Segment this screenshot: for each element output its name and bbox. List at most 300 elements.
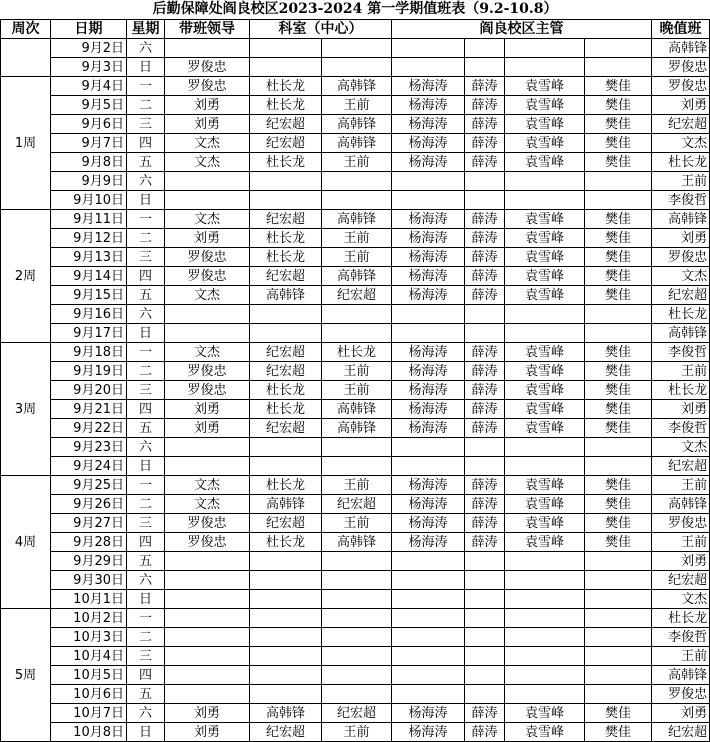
campus-cell xyxy=(585,457,652,476)
campus-cell: 杨海涛 xyxy=(392,381,465,400)
campus-cell xyxy=(392,571,465,590)
campus-cell: 樊佳 xyxy=(585,77,652,96)
table-row xyxy=(1,96,710,115)
leader-cell: 罗俊忠 xyxy=(165,533,250,552)
weekday-cell: 二 xyxy=(127,362,165,381)
campus-cell: 薛涛 xyxy=(465,248,505,267)
campus-cell: 樊佳 xyxy=(585,533,652,552)
campus-cell: 薛涛 xyxy=(465,115,505,134)
weekday-cell: 六 xyxy=(127,172,165,191)
weekday-cell: 三 xyxy=(127,115,165,134)
campus-cell: 樊佳 xyxy=(585,381,652,400)
campus-cell: 樊佳 xyxy=(585,704,652,723)
dept-cell xyxy=(250,39,322,58)
leader-cell: 刘勇 xyxy=(165,96,250,115)
campus-cell: 袁雪峰 xyxy=(505,134,585,153)
date-cell: 9月4日 xyxy=(51,77,127,96)
dept-cell: 杜长龙 xyxy=(250,476,322,495)
campus-cell xyxy=(505,39,585,58)
table-row xyxy=(1,267,710,286)
campus-cell: 袁雪峰 xyxy=(505,343,585,362)
table-row xyxy=(1,400,710,419)
table-row xyxy=(1,552,710,571)
campus-cell: 薛涛 xyxy=(465,267,505,286)
leader-cell xyxy=(165,609,250,628)
table-row xyxy=(1,685,710,704)
campus-cell xyxy=(392,191,465,210)
night-cell: 罗俊忠 xyxy=(652,58,710,77)
date-cell: 10月8日 xyxy=(51,723,127,742)
dept-cell xyxy=(250,590,322,609)
dept-cell xyxy=(322,191,392,210)
weekday-cell: 日 xyxy=(127,723,165,742)
week-label: 5周 xyxy=(1,609,51,742)
campus-cell: 薛涛 xyxy=(465,514,505,533)
campus-cell xyxy=(465,609,505,628)
leader-cell: 罗俊忠 xyxy=(165,381,250,400)
dept-cell: 高韩锋 xyxy=(250,704,322,723)
date-cell: 9月13日 xyxy=(51,248,127,267)
dept-cell xyxy=(322,324,392,343)
dept-cell: 王前 xyxy=(322,153,392,172)
weekday-cell: 五 xyxy=(127,286,165,305)
campus-cell xyxy=(465,39,505,58)
table-row xyxy=(1,248,710,267)
dept-cell: 纪宏超 xyxy=(250,134,322,153)
night-cell: 罗俊忠 xyxy=(652,77,710,96)
date-cell: 9月15日 xyxy=(51,286,127,305)
night-cell: 李俊哲 xyxy=(652,191,710,210)
leader-cell xyxy=(165,666,250,685)
weekday-cell: 一 xyxy=(127,77,165,96)
campus-cell xyxy=(585,58,652,77)
campus-cell: 杨海涛 xyxy=(392,248,465,267)
dept-cell xyxy=(250,191,322,210)
campus-cell xyxy=(465,305,505,324)
leader-cell xyxy=(165,305,250,324)
dept-cell: 杜长龙 xyxy=(250,533,322,552)
campus-cell: 薛涛 xyxy=(465,495,505,514)
campus-cell: 薛涛 xyxy=(465,704,505,723)
campus-cell xyxy=(392,438,465,457)
campus-cell xyxy=(392,305,465,324)
date-cell: 9月11日 xyxy=(51,210,127,229)
campus-cell: 杨海涛 xyxy=(392,77,465,96)
campus-cell xyxy=(505,609,585,628)
date-cell: 9月21日 xyxy=(51,400,127,419)
night-cell: 王前 xyxy=(652,533,710,552)
campus-cell: 杨海涛 xyxy=(392,723,465,742)
dept-cell xyxy=(322,666,392,685)
weekday-cell: 三 xyxy=(127,381,165,400)
leader-cell xyxy=(165,571,250,590)
night-cell: 纪宏超 xyxy=(652,723,710,742)
campus-cell xyxy=(505,552,585,571)
campus-cell: 杨海涛 xyxy=(392,362,465,381)
campus-cell xyxy=(465,647,505,666)
campus-cell xyxy=(585,324,652,343)
weekday-cell: 四 xyxy=(127,134,165,153)
dept-cell: 杜长龙 xyxy=(250,248,322,267)
campus-cell xyxy=(585,590,652,609)
night-cell: 文杰 xyxy=(652,267,710,286)
weekday-cell: 六 xyxy=(127,39,165,58)
table-row xyxy=(1,571,710,590)
campus-cell: 薛涛 xyxy=(465,362,505,381)
campus-cell xyxy=(465,172,505,191)
date-cell: 9月22日 xyxy=(51,419,127,438)
weekday-cell: 四 xyxy=(127,400,165,419)
dept-cell: 杜长龙 xyxy=(322,343,392,362)
date-cell: 9月23日 xyxy=(51,438,127,457)
dept-cell: 高韩锋 xyxy=(322,115,392,134)
campus-cell: 薛涛 xyxy=(465,229,505,248)
campus-cell: 杨海涛 xyxy=(392,210,465,229)
weekday-cell: 三 xyxy=(127,647,165,666)
campus-cell xyxy=(392,666,465,685)
campus-cell xyxy=(505,191,585,210)
night-cell: 文杰 xyxy=(652,438,710,457)
night-cell: 李俊哲 xyxy=(652,628,710,647)
campus-cell xyxy=(465,628,505,647)
dept-cell xyxy=(250,457,322,476)
campus-cell xyxy=(465,571,505,590)
campus-cell xyxy=(505,590,585,609)
weekday-cell: 五 xyxy=(127,552,165,571)
header-dept: 科室（中心） xyxy=(250,20,392,39)
night-cell: 刘勇 xyxy=(652,704,710,723)
campus-cell: 薛涛 xyxy=(465,134,505,153)
dept-cell xyxy=(322,457,392,476)
campus-cell: 袁雪峰 xyxy=(505,267,585,286)
table-row xyxy=(1,305,710,324)
leader-cell: 罗俊忠 xyxy=(165,267,250,286)
weekday-cell: 四 xyxy=(127,666,165,685)
campus-cell xyxy=(585,685,652,704)
dept-cell xyxy=(322,172,392,191)
week-label: 4周 xyxy=(1,476,51,609)
campus-cell xyxy=(465,685,505,704)
campus-cell: 樊佳 xyxy=(585,514,652,533)
weekday-cell: 三 xyxy=(127,514,165,533)
dept-cell: 王前 xyxy=(322,229,392,248)
dept-cell xyxy=(250,609,322,628)
dept-cell: 高韩锋 xyxy=(322,210,392,229)
header-row xyxy=(1,20,710,39)
night-cell: 李俊哲 xyxy=(652,343,710,362)
dept-cell: 杜长龙 xyxy=(250,229,322,248)
date-cell: 9月29日 xyxy=(51,552,127,571)
night-cell: 杜长龙 xyxy=(652,609,710,628)
campus-cell xyxy=(505,666,585,685)
weekday-cell: 一 xyxy=(127,609,165,628)
weekday-cell: 二 xyxy=(127,96,165,115)
leader-cell: 文杰 xyxy=(165,210,250,229)
campus-cell xyxy=(392,685,465,704)
dept-cell xyxy=(322,647,392,666)
campus-cell xyxy=(465,324,505,343)
night-cell: 王前 xyxy=(652,362,710,381)
dept-cell: 高韩锋 xyxy=(322,419,392,438)
table-row xyxy=(1,229,710,248)
campus-cell: 薛涛 xyxy=(465,343,505,362)
leader-cell: 文杰 xyxy=(165,153,250,172)
weekday-cell: 一 xyxy=(127,210,165,229)
table-row xyxy=(1,495,710,514)
header-weekday: 星期 xyxy=(127,20,165,39)
campus-cell: 袁雪峰 xyxy=(505,419,585,438)
date-cell: 9月10日 xyxy=(51,191,127,210)
dept-cell: 杜长龙 xyxy=(250,77,322,96)
campus-cell: 袁雪峰 xyxy=(505,362,585,381)
campus-cell: 袁雪峰 xyxy=(505,704,585,723)
leader-cell xyxy=(165,590,250,609)
campus-cell: 樊佳 xyxy=(585,248,652,267)
table-row xyxy=(1,533,710,552)
campus-cell: 杨海涛 xyxy=(392,134,465,153)
dept-cell xyxy=(250,571,322,590)
campus-cell: 杨海涛 xyxy=(392,419,465,438)
week-label: 2周 xyxy=(1,210,51,343)
campus-cell xyxy=(465,666,505,685)
leader-cell xyxy=(165,552,250,571)
night-cell: 纪宏超 xyxy=(652,457,710,476)
campus-cell xyxy=(392,39,465,58)
dept-cell xyxy=(322,628,392,647)
campus-cell xyxy=(585,666,652,685)
table-row xyxy=(1,457,710,476)
date-cell: 9月8日 xyxy=(51,153,127,172)
dept-cell: 纪宏超 xyxy=(250,362,322,381)
table-row xyxy=(1,476,710,495)
dept-cell xyxy=(250,172,322,191)
campus-cell: 薛涛 xyxy=(465,210,505,229)
leader-cell: 文杰 xyxy=(165,286,250,305)
weekday-cell: 日 xyxy=(127,590,165,609)
campus-cell xyxy=(585,552,652,571)
campus-cell xyxy=(465,58,505,77)
dept-cell: 王前 xyxy=(322,514,392,533)
dept-cell: 高韩锋 xyxy=(322,267,392,286)
weekday-cell: 五 xyxy=(127,685,165,704)
campus-cell xyxy=(392,628,465,647)
night-cell: 刘勇 xyxy=(652,400,710,419)
date-cell: 9月16日 xyxy=(51,305,127,324)
campus-cell: 樊佳 xyxy=(585,210,652,229)
campus-cell: 袁雪峰 xyxy=(505,115,585,134)
dept-cell xyxy=(250,58,322,77)
campus-cell: 樊佳 xyxy=(585,362,652,381)
header-night: 晚值班 xyxy=(652,20,710,39)
weekday-cell: 一 xyxy=(127,343,165,362)
campus-cell: 樊佳 xyxy=(585,153,652,172)
dept-cell: 纪宏超 xyxy=(250,210,322,229)
campus-cell: 薛涛 xyxy=(465,419,505,438)
leader-cell: 文杰 xyxy=(165,476,250,495)
dept-cell: 王前 xyxy=(322,476,392,495)
leader-cell: 罗俊忠 xyxy=(165,362,250,381)
campus-cell: 樊佳 xyxy=(585,419,652,438)
table-row xyxy=(1,609,710,628)
night-cell: 罗俊忠 xyxy=(652,514,710,533)
date-cell: 9月17日 xyxy=(51,324,127,343)
date-cell: 9月18日 xyxy=(51,343,127,362)
night-cell: 高韩锋 xyxy=(652,210,710,229)
night-cell: 高韩锋 xyxy=(652,666,710,685)
dept-cell: 杜长龙 xyxy=(250,153,322,172)
dept-cell: 高韩锋 xyxy=(322,77,392,96)
header-leader: 带班领导 xyxy=(165,20,250,39)
dept-cell xyxy=(322,305,392,324)
table-row xyxy=(1,419,710,438)
dept-cell xyxy=(322,571,392,590)
campus-cell: 袁雪峰 xyxy=(505,400,585,419)
campus-cell: 薛涛 xyxy=(465,77,505,96)
campus-cell: 杨海涛 xyxy=(392,153,465,172)
dept-cell xyxy=(250,685,322,704)
campus-cell xyxy=(465,457,505,476)
table-row xyxy=(1,647,710,666)
leader-cell: 刘勇 xyxy=(165,400,250,419)
campus-cell: 杨海涛 xyxy=(392,343,465,362)
date-cell: 9月25日 xyxy=(51,476,127,495)
weekday-cell: 二 xyxy=(127,229,165,248)
date-cell: 9月20日 xyxy=(51,381,127,400)
campus-cell: 樊佳 xyxy=(585,343,652,362)
leader-cell: 刘勇 xyxy=(165,723,250,742)
campus-cell: 袁雪峰 xyxy=(505,381,585,400)
dept-cell xyxy=(250,628,322,647)
campus-cell: 薛涛 xyxy=(465,96,505,115)
table-row xyxy=(1,362,710,381)
night-cell: 杜长龙 xyxy=(652,153,710,172)
weekday-cell: 四 xyxy=(127,267,165,286)
campus-cell: 袁雪峰 xyxy=(505,153,585,172)
leader-cell: 罗俊忠 xyxy=(165,514,250,533)
leader-cell xyxy=(165,628,250,647)
campus-cell xyxy=(585,438,652,457)
night-cell: 纪宏超 xyxy=(652,571,710,590)
leader-cell xyxy=(165,172,250,191)
night-cell: 王前 xyxy=(652,172,710,191)
campus-cell: 袁雪峰 xyxy=(505,248,585,267)
campus-cell: 樊佳 xyxy=(585,115,652,134)
campus-cell: 樊佳 xyxy=(585,134,652,153)
table-row xyxy=(1,590,710,609)
campus-cell: 樊佳 xyxy=(585,400,652,419)
dept-cell: 纪宏超 xyxy=(322,286,392,305)
dept-cell: 纪宏超 xyxy=(250,514,322,533)
leader-cell: 罗俊忠 xyxy=(165,77,250,96)
dept-cell xyxy=(250,438,322,457)
campus-cell xyxy=(505,58,585,77)
campus-cell xyxy=(585,172,652,191)
dept-cell: 王前 xyxy=(322,248,392,267)
weekday-cell: 三 xyxy=(127,248,165,267)
dept-cell: 王前 xyxy=(322,723,392,742)
campus-cell: 袁雪峰 xyxy=(505,514,585,533)
campus-cell: 薛涛 xyxy=(465,723,505,742)
campus-cell: 樊佳 xyxy=(585,476,652,495)
weekday-cell: 日 xyxy=(127,58,165,77)
campus-cell: 薛涛 xyxy=(465,286,505,305)
weekday-cell: 一 xyxy=(127,476,165,495)
campus-cell xyxy=(392,457,465,476)
campus-cell xyxy=(585,571,652,590)
campus-cell: 袁雪峰 xyxy=(505,495,585,514)
dept-cell: 杜长龙 xyxy=(250,400,322,419)
table-row xyxy=(1,438,710,457)
campus-cell xyxy=(585,305,652,324)
dept-cell xyxy=(322,685,392,704)
leader-cell xyxy=(165,647,250,666)
campus-cell xyxy=(505,324,585,343)
leader-cell xyxy=(165,438,250,457)
date-cell: 9月12日 xyxy=(51,229,127,248)
table-row xyxy=(1,39,710,58)
campus-cell: 樊佳 xyxy=(585,723,652,742)
date-cell: 9月27日 xyxy=(51,514,127,533)
campus-cell xyxy=(505,685,585,704)
night-cell: 刘勇 xyxy=(652,229,710,248)
night-cell: 王前 xyxy=(652,647,710,666)
campus-cell xyxy=(585,647,652,666)
night-cell: 文杰 xyxy=(652,590,710,609)
date-cell: 9月9日 xyxy=(51,172,127,191)
dept-cell xyxy=(322,590,392,609)
campus-cell xyxy=(505,305,585,324)
campus-cell: 袁雪峰 xyxy=(505,77,585,96)
weekday-cell: 二 xyxy=(127,495,165,514)
campus-cell xyxy=(505,647,585,666)
night-cell: 高韩锋 xyxy=(652,495,710,514)
sheet-title: 后勤保障处阎良校区2023-2024 第一学期值班表（9.2-10.8） xyxy=(152,1,558,17)
night-cell: 杜长龙 xyxy=(652,381,710,400)
campus-cell xyxy=(392,324,465,343)
table-row xyxy=(1,77,710,96)
leader-cell xyxy=(165,685,250,704)
dept-cell xyxy=(322,609,392,628)
night-cell: 文杰 xyxy=(652,134,710,153)
date-cell: 10月3日 xyxy=(51,628,127,647)
dept-cell xyxy=(322,438,392,457)
campus-cell: 杨海涛 xyxy=(392,96,465,115)
campus-cell xyxy=(392,172,465,191)
leader-cell: 刘勇 xyxy=(165,419,250,438)
night-cell: 李俊哲 xyxy=(652,419,710,438)
campus-cell: 樊佳 xyxy=(585,96,652,115)
campus-cell: 薛涛 xyxy=(465,533,505,552)
leader-cell xyxy=(165,324,250,343)
campus-cell: 杨海涛 xyxy=(392,514,465,533)
table-row xyxy=(1,381,710,400)
campus-cell: 薛涛 xyxy=(465,381,505,400)
campus-cell xyxy=(505,628,585,647)
date-cell: 9月7日 xyxy=(51,134,127,153)
campus-cell: 杨海涛 xyxy=(392,533,465,552)
campus-cell: 袁雪峰 xyxy=(505,533,585,552)
campus-cell xyxy=(392,647,465,666)
weekday-cell: 六 xyxy=(127,438,165,457)
leader-cell: 刘勇 xyxy=(165,704,250,723)
dept-cell xyxy=(322,58,392,77)
campus-cell: 杨海涛 xyxy=(392,495,465,514)
campus-cell: 杨海涛 xyxy=(392,229,465,248)
campus-cell xyxy=(585,39,652,58)
date-cell: 9月14日 xyxy=(51,267,127,286)
date-cell: 9月26日 xyxy=(51,495,127,514)
table-row xyxy=(1,514,710,533)
